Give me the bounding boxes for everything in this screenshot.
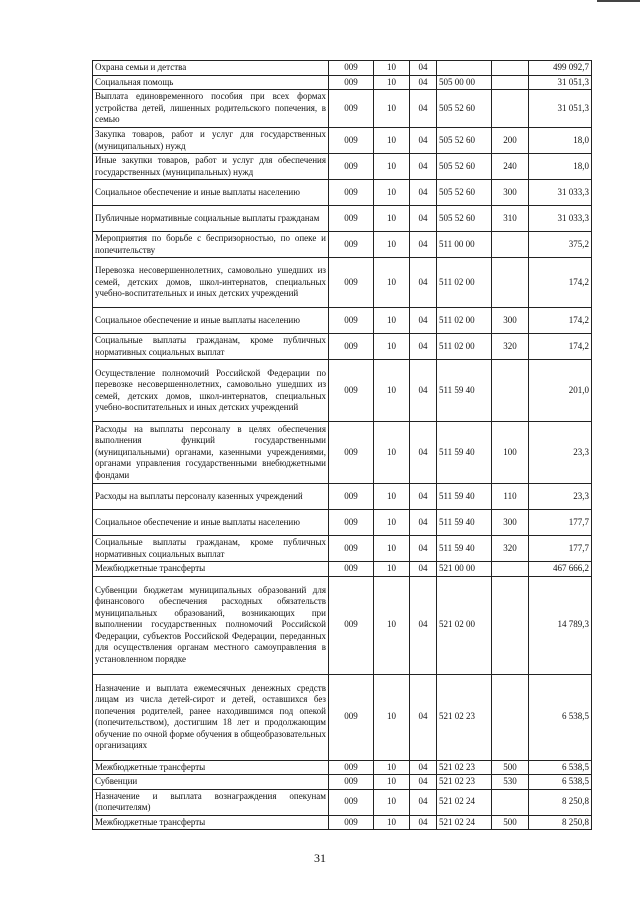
- corner-mark: [597, 0, 640, 2]
- row-subsection-code: 04: [410, 536, 437, 562]
- row-target-article-code: 521 02 23: [437, 760, 492, 775]
- row-ministry-code: 009: [329, 334, 374, 360]
- row-target-article-code: [437, 61, 492, 76]
- row-subsection-code: 04: [410, 760, 437, 775]
- row-ministry-code: 009: [329, 308, 374, 334]
- table-row: [93, 232, 592, 258]
- row-name: Публичные нормативные социальные выплаты гражданам: [93, 206, 329, 232]
- row-section-code: 10: [374, 576, 410, 674]
- row-amount: 18,0: [529, 154, 592, 180]
- row-amount: 23,3: [529, 484, 592, 510]
- table-row: [93, 536, 592, 562]
- row-amount: 8 250,8: [529, 789, 592, 815]
- row-ministry-code: 009: [329, 510, 374, 536]
- row-subsection-code: 04: [410, 75, 437, 90]
- row-target-article-code: 521 02 24: [437, 815, 492, 830]
- row-ministry-code: 009: [329, 562, 374, 577]
- row-name: Иные закупки товаров, работ и услуг для обеспечения государственных (муниципальных) нужд: [93, 154, 329, 180]
- table-row: [93, 789, 592, 815]
- table-row: [93, 180, 592, 206]
- row-name: Межбюджетные трансферты: [93, 815, 329, 830]
- row-section-code: 10: [374, 128, 410, 154]
- row-name: Социальные выплаты гражданам, кроме публичных нормативных социальных выплат: [93, 334, 329, 360]
- table-row: [93, 206, 592, 232]
- row-amount: 23,3: [529, 422, 592, 484]
- row-subsection-code: 04: [410, 815, 437, 830]
- row-ministry-code: 009: [329, 536, 374, 562]
- row-name: Мероприятия по борьбе с беспризорностью, по опеке и попечительству: [93, 232, 329, 258]
- row-target-article-code: 521 02 23: [437, 674, 492, 760]
- table-row: [93, 258, 592, 308]
- row-subsection-code: 04: [410, 128, 437, 154]
- table-row: [93, 75, 592, 90]
- row-section-code: 10: [374, 562, 410, 577]
- table-row: [93, 510, 592, 536]
- row-amount: 177,7: [529, 536, 592, 562]
- row-section-code: 10: [374, 484, 410, 510]
- row-name: Расходы на выплаты персоналу в целях обеспечения выполнения функций государственными (муниципальными) органами, казенными учреждениями, органами управления государственными внебюджетными фондами: [93, 422, 329, 484]
- row-name: Назначение и выплата ежемесячных денежных средств лицам из числа детей-сирот и детей, оставшихся без попечения родителей, ранее находившимся под опекой (попечительством), достигшим 18 лет и продолжающим обучение по очной форме обучения в общеобразовательных организациях: [93, 674, 329, 760]
- budget-table: [92, 60, 592, 830]
- row-section-code: 10: [374, 775, 410, 790]
- row-amount: 174,2: [529, 258, 592, 308]
- row-ministry-code: 009: [329, 576, 374, 674]
- row-amount: 174,2: [529, 308, 592, 334]
- row-amount: 467 666,2: [529, 562, 592, 577]
- row-ministry-code: 009: [329, 815, 374, 830]
- table-row: [93, 308, 592, 334]
- row-section-code: 10: [374, 510, 410, 536]
- row-ministry-code: 009: [329, 789, 374, 815]
- row-expense-type-code: 500: [492, 815, 529, 830]
- row-target-article-code: 511 59 40: [437, 510, 492, 536]
- row-section-code: 10: [374, 180, 410, 206]
- table-row: [93, 760, 592, 775]
- table-row: [93, 576, 592, 674]
- row-target-article-code: 505 52 60: [437, 206, 492, 232]
- row-amount: 14 789,3: [529, 576, 592, 674]
- row-ministry-code: 009: [329, 232, 374, 258]
- table-row: [93, 815, 592, 830]
- row-expense-type-code: [492, 674, 529, 760]
- row-amount: 6 538,5: [529, 775, 592, 790]
- row-expense-type-code: [492, 258, 529, 308]
- row-subsection-code: 04: [410, 360, 437, 422]
- row-target-article-code: 521 02 24: [437, 789, 492, 815]
- row-subsection-code: 04: [410, 674, 437, 760]
- row-name: Перевозка несовершеннолетних, самовольно ушедших из семей, детских домов, школ-интернатов, специальных учебно-воспитательных и иных детских учреждений: [93, 258, 329, 308]
- row-expense-type-code: 530: [492, 775, 529, 790]
- row-expense-type-code: 300: [492, 510, 529, 536]
- row-subsection-code: 04: [410, 61, 437, 76]
- table-row: [93, 360, 592, 422]
- table-body: [93, 61, 592, 830]
- page-number: 31: [314, 851, 326, 865]
- row-subsection-code: 04: [410, 484, 437, 510]
- row-expense-type-code: 310: [492, 206, 529, 232]
- row-ministry-code: 009: [329, 61, 374, 76]
- row-amount: 201,0: [529, 360, 592, 422]
- row-ministry-code: 009: [329, 484, 374, 510]
- row-section-code: 10: [374, 258, 410, 308]
- row-amount: 174,2: [529, 334, 592, 360]
- row-ministry-code: 009: [329, 360, 374, 422]
- row-target-article-code: 505 52 60: [437, 180, 492, 206]
- row-subsection-code: 04: [410, 180, 437, 206]
- row-name: Субвенции бюджетам муниципальных образований для финансового обеспечения расходных обязательств муниципальных образований, возникающих при выполнении государственных полномочий Российской Федерации, субъектов Российской Федерации, переданных для осуществления органам местного самоуправления в установленном порядке: [93, 576, 329, 674]
- row-expense-type-code: 300: [492, 308, 529, 334]
- row-target-article-code: 521 00 00: [437, 562, 492, 577]
- row-amount: 375,2: [529, 232, 592, 258]
- row-amount: 8 250,8: [529, 815, 592, 830]
- row-section-code: 10: [374, 61, 410, 76]
- row-expense-type-code: [492, 789, 529, 815]
- row-expense-type-code: [492, 90, 529, 128]
- row-target-article-code: 505 52 60: [437, 90, 492, 128]
- row-subsection-code: 04: [410, 562, 437, 577]
- row-expense-type-code: 320: [492, 536, 529, 562]
- row-target-article-code: 511 02 00: [437, 334, 492, 360]
- row-name: Расходы на выплаты персоналу казенных учреждений: [93, 484, 329, 510]
- row-ministry-code: 009: [329, 674, 374, 760]
- table-row: [93, 775, 592, 790]
- row-name: Межбюджетные трансферты: [93, 760, 329, 775]
- table-row: [93, 422, 592, 484]
- row-target-article-code: 511 59 40: [437, 536, 492, 562]
- row-expense-type-code: 300: [492, 180, 529, 206]
- row-section-code: 10: [374, 75, 410, 90]
- table-row: [93, 128, 592, 154]
- row-name: Межбюджетные трансферты: [93, 562, 329, 577]
- row-amount: 6 538,5: [529, 760, 592, 775]
- table-row: [93, 674, 592, 760]
- row-section-code: 10: [374, 760, 410, 775]
- row-expense-type-code: 100: [492, 422, 529, 484]
- row-name: Социальная помощь: [93, 75, 329, 90]
- row-amount: 31 033,3: [529, 180, 592, 206]
- row-target-article-code: 511 59 40: [437, 422, 492, 484]
- row-target-article-code: 511 02 00: [437, 258, 492, 308]
- row-expense-type-code: 500: [492, 760, 529, 775]
- row-amount: 177,7: [529, 510, 592, 536]
- row-amount: 6 538,5: [529, 674, 592, 760]
- row-name: Социальное обеспечение и иные выплаты населению: [93, 180, 329, 206]
- row-name: Закупка товаров, работ и услуг для государственных (муниципальных) нужд: [93, 128, 329, 154]
- row-section-code: 10: [374, 90, 410, 128]
- row-section-code: 10: [374, 232, 410, 258]
- row-target-article-code: 521 02 23: [437, 775, 492, 790]
- row-subsection-code: 04: [410, 206, 437, 232]
- row-subsection-code: 04: [410, 154, 437, 180]
- row-ministry-code: 009: [329, 760, 374, 775]
- row-ministry-code: 009: [329, 128, 374, 154]
- row-amount: 31 051,3: [529, 90, 592, 128]
- row-expense-type-code: 320: [492, 334, 529, 360]
- row-target-article-code: 505 52 60: [437, 128, 492, 154]
- row-ministry-code: 009: [329, 90, 374, 128]
- row-name: Назначение и выплата вознаграждения опекунам (попечителям): [93, 789, 329, 815]
- row-expense-type-code: 200: [492, 128, 529, 154]
- row-subsection-code: 04: [410, 90, 437, 128]
- table-row: [93, 154, 592, 180]
- row-subsection-code: 04: [410, 576, 437, 674]
- table-row: [93, 334, 592, 360]
- row-section-code: 10: [374, 334, 410, 360]
- row-section-code: 10: [374, 360, 410, 422]
- row-target-article-code: 511 59 40: [437, 484, 492, 510]
- row-name: Охрана семьи и детства: [93, 61, 329, 76]
- row-subsection-code: 04: [410, 510, 437, 536]
- row-section-code: 10: [374, 422, 410, 484]
- row-section-code: 10: [374, 815, 410, 830]
- row-ministry-code: 009: [329, 206, 374, 232]
- row-subsection-code: 04: [410, 308, 437, 334]
- row-name: Социальное обеспечение и иные выплаты населению: [93, 308, 329, 334]
- row-section-code: 10: [374, 308, 410, 334]
- row-name: Социальные выплаты гражданам, кроме публичных нормативных социальных выплат: [93, 536, 329, 562]
- row-name: Субвенции: [93, 775, 329, 790]
- row-expense-type-code: [492, 360, 529, 422]
- row-expense-type-code: [492, 61, 529, 76]
- row-expense-type-code: 110: [492, 484, 529, 510]
- row-subsection-code: 04: [410, 334, 437, 360]
- row-section-code: 10: [374, 536, 410, 562]
- row-amount: 499 092,7: [529, 61, 592, 76]
- row-section-code: 10: [374, 154, 410, 180]
- row-expense-type-code: 240: [492, 154, 529, 180]
- row-section-code: 10: [374, 206, 410, 232]
- row-expense-type-code: [492, 562, 529, 577]
- row-expense-type-code: [492, 232, 529, 258]
- row-ministry-code: 009: [329, 75, 374, 90]
- table-row: [93, 484, 592, 510]
- row-subsection-code: 04: [410, 789, 437, 815]
- table-row: [93, 61, 592, 76]
- row-section-code: 10: [374, 674, 410, 760]
- row-ministry-code: 009: [329, 154, 374, 180]
- row-target-article-code: 505 52 60: [437, 154, 492, 180]
- row-ministry-code: 009: [329, 775, 374, 790]
- table-row: [93, 90, 592, 128]
- row-subsection-code: 04: [410, 258, 437, 308]
- row-amount: 18,0: [529, 128, 592, 154]
- row-target-article-code: 521 02 00: [437, 576, 492, 674]
- row-ministry-code: 009: [329, 422, 374, 484]
- row-ministry-code: 009: [329, 258, 374, 308]
- row-subsection-code: 04: [410, 422, 437, 484]
- row-name: Выплата единовременного пособия при всех формах устройства детей, лишенных родительского попечения, в семью: [93, 90, 329, 128]
- row-target-article-code: 505 00 00: [437, 75, 492, 90]
- row-amount: 31 051,3: [529, 75, 592, 90]
- table-row: [93, 562, 592, 577]
- row-subsection-code: 04: [410, 232, 437, 258]
- row-name: Осуществление полномочий Российской Федерации по перевозке несовершеннолетних, самовольно ушедших из семей, детских домов, школ-интернатов, специальных учебно-воспитательных и иных детских учреждений: [93, 360, 329, 422]
- row-name: Социальное обеспечение и иные выплаты населению: [93, 510, 329, 536]
- row-subsection-code: 04: [410, 775, 437, 790]
- row-expense-type-code: [492, 576, 529, 674]
- row-amount: 31 033,3: [529, 206, 592, 232]
- row-ministry-code: 009: [329, 180, 374, 206]
- row-section-code: 10: [374, 789, 410, 815]
- row-target-article-code: 511 00 00: [437, 232, 492, 258]
- row-target-article-code: 511 02 00: [437, 308, 492, 334]
- row-target-article-code: 511 59 40: [437, 360, 492, 422]
- row-expense-type-code: [492, 75, 529, 90]
